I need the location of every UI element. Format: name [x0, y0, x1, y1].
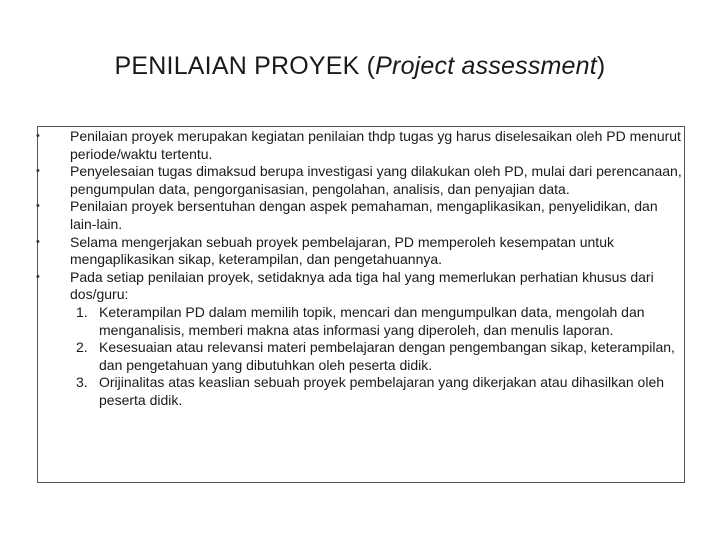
title-prefix: PENILAIAN PROYEK (: [114, 52, 376, 80]
item-text: Kesesuaian atau relevansi materi pembelajaran dengan pengembangan sikap, keterampilan, dan pengetahuan yang dibutuhkan oleh peserta didik.: [99, 339, 675, 373]
numbered-list: [70, 304, 684, 410]
item-text: Keterampilan PD dalam memilih topik, mencari dan mengumpulkan data, mengolah dan menganalisis, memberi makna atas informasi yang diperoleh, dan menulis laporan.: [99, 303, 645, 338]
bullet-text: Penyelesaian tugas dimaksud berupa investigasi yang dilakukan oleh PD, mulai dari perencanaan, pengumpulan data, pengorganisasian, pengolahan, analisis, dan penyajian data.: [70, 163, 682, 197]
bullet-text: Penilaian proyek merupakan kegiatan penilaian thdp tugas yg harus diselesaikan oleh PD menurut periode/waktu tertentu.: [70, 128, 681, 162]
bullet-list: [36, 128, 684, 410]
bullet-item: [36, 233, 684, 269]
title-suffix: ): [596, 52, 606, 80]
bullet-text: Penilaian proyek bersentuhan dengan aspek pemahaman, mengaplikasikan, penyelidikan, dan lain-lain.: [70, 198, 658, 232]
bullet-marker: •: [36, 200, 40, 213]
numbered-item: [76, 339, 684, 374]
bullet-item: [36, 163, 684, 198]
numbered-item: [76, 374, 684, 409]
bullet-marker: •: [36, 130, 40, 142]
bullet-item: [36, 268, 684, 304]
item-number: 3.: [76, 374, 88, 391]
bullet-marker: •: [36, 235, 40, 248]
item-number: 2.: [76, 339, 88, 356]
bullet-marker: •: [36, 165, 40, 178]
numbered-item: [76, 304, 684, 339]
slide-title: [0, 52, 720, 81]
bullet-marker: •: [36, 270, 40, 283]
bullet-item: [36, 198, 684, 233]
title-italic: Project assessment: [375, 52, 597, 80]
item-text: Orijinalitas atas keaslian sebuah proyek pembelajaran yang dikerjakan atau dihasilkan oleh peserta didik.: [99, 374, 665, 408]
bullet-item: [36, 128, 684, 163]
item-number: 1.: [76, 303, 88, 320]
bullet-text: Pada setiap penilaian proyek, setidaknya ada tiga hal yang memerlukan perhatian khusus dari dos/guru:: [70, 268, 654, 303]
bullet-text: Selama mengerjakan sebuah proyek pembelajaran, PD memperoleh kesempatan untuk mengaplikasikan sikap, keterampilan, dan pengetahuannya.: [70, 233, 614, 268]
